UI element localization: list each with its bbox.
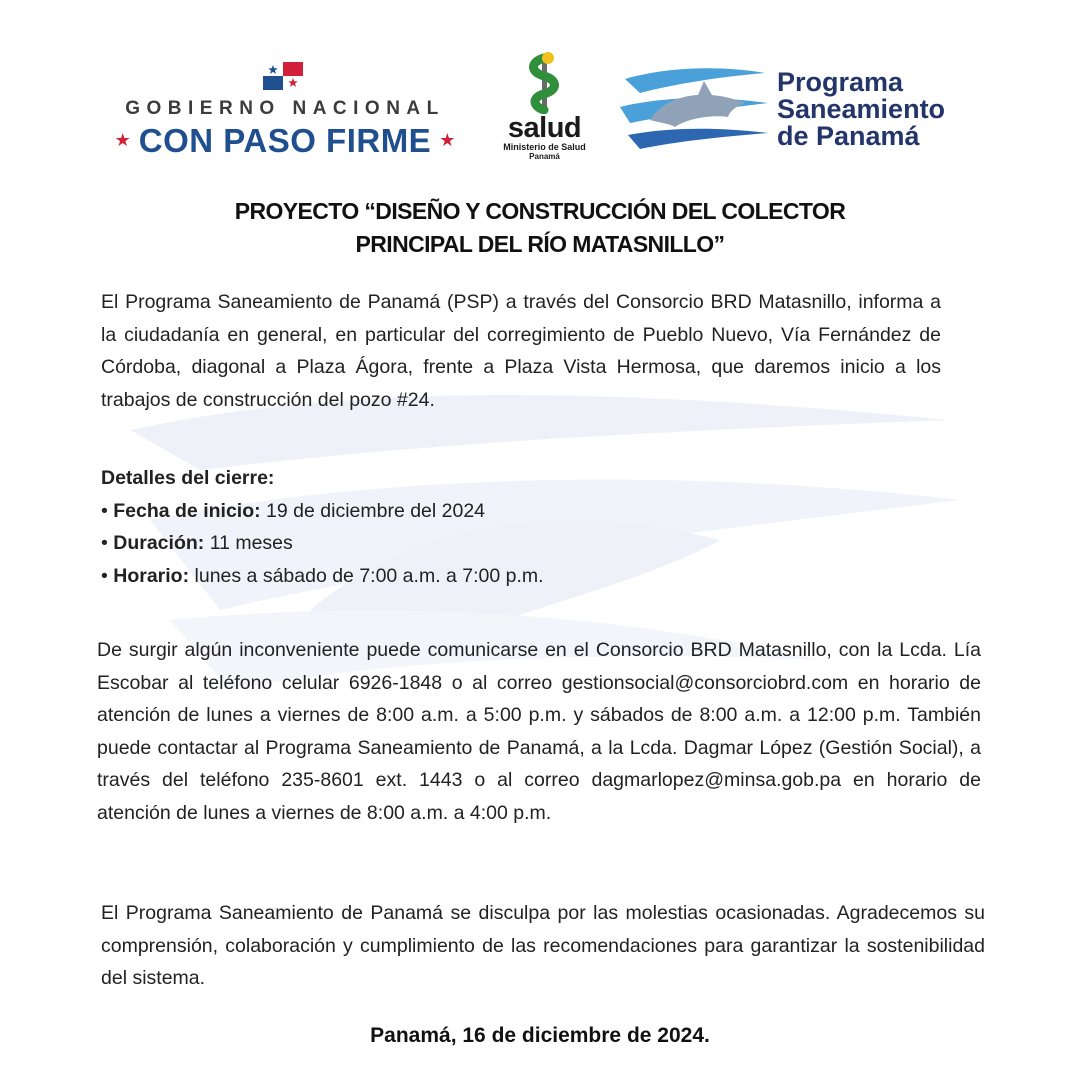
gov-logo-line2: CON PASO FIRME [138,122,432,159]
detail-item-duration [101,527,941,560]
closure-details [101,462,941,592]
panama-flag-icon [263,62,303,90]
psp-logo-line2: Saneamiento [777,94,946,124]
bullet-icon: • [101,564,108,587]
detail-label: Duración: [113,532,205,554]
psp-logo-line1: Programa [777,67,904,97]
detail-value: lunes a sábado de 7:00 a.m. a 7:00 p.m. [194,564,544,587]
detail-item-start-date [101,495,941,528]
gobierno-nacional-logo [100,58,470,163]
bullet-icon: • [101,532,108,554]
title-line-1: PROYECTO “DISEÑO Y CONSTRUCCIÓN DEL COLECTOR [234,198,846,224]
caduceus-icon [492,52,597,114]
detail-label: Horario: [113,564,190,587]
star-icon: ★ [439,130,456,150]
title-line-2: PRINCIPAL DEL RÍO MATASNILLO” [355,231,725,257]
dolphin-icon [620,65,770,155]
detail-label: Fecha de inicio: [113,499,261,522]
apology-paragraph: El Programa Saneamiento de Panamá se disculpa por las molestias ocasionadas. Agradecemos su comprensión, colaboración y cumplimiento de las recomendaciones para garantizar la sostenibilidad del sistema. [101,902,985,989]
programa-saneamiento-logo [620,60,980,160]
contact-paragraph: De surgir algún inconveniente puede comunicarse en el Consorcio BRD Matasnillo, con la Lcda. Lía Escobar al teléfono celular 6926-1848 o al correo gestionsocial@consorciobrd.com en horario de atención de lunes a viernes de 8:00 a.m. a 5:00 p.m. y sábados de 8:00 a.m. a 12:00 p.m. También puede contactar al Programa Saneamiento de Panamá, a la Lcda. Dagmar López (Gestión Social), a través del teléfono 235-8601 ext. 1443 o al correo dagmarlopez@minsa.gob.pa en horario de atención de lunes a viernes de 8:00 a.m. a 4:00 p.m. [97,639,981,824]
star-icon: ★ [114,130,131,150]
minsa-logo-country: Panamá [529,152,560,161]
detail-item-schedule [101,560,941,593]
gov-logo-line1: GOBIERNO NACIONAL [125,98,445,119]
detail-value: 11 meses [209,532,293,554]
ministerio-de-salud-logo [492,52,597,167]
document-date: Panamá, 16 de diciembre de 2024. [370,1024,710,1047]
intro-paragraph: El Programa Saneamiento de Panamá (PSP) a través del Consorcio BRD Matasnillo, informa a la ciudadanía en general, en particular del corregimiento de Pueblo Nuevo, Vía Fernández de Córdoba, diagonal a Plaza Ágora, frente a Plaza Vista Hermosa, que daremos inicio a los trabajos de construcción del pozo #24. [101,291,941,411]
document-title [120,195,960,261]
detail-value: 19 de diciembre del 2024 [266,499,486,522]
psp-logo-line3: de Panamá [777,121,920,151]
minsa-logo-subtitle: Ministerio de Salud [503,142,586,152]
minsa-logo-word: salud [507,112,582,144]
bullet-icon: • [101,499,108,522]
details-heading: Detalles del cierre: [101,467,275,489]
